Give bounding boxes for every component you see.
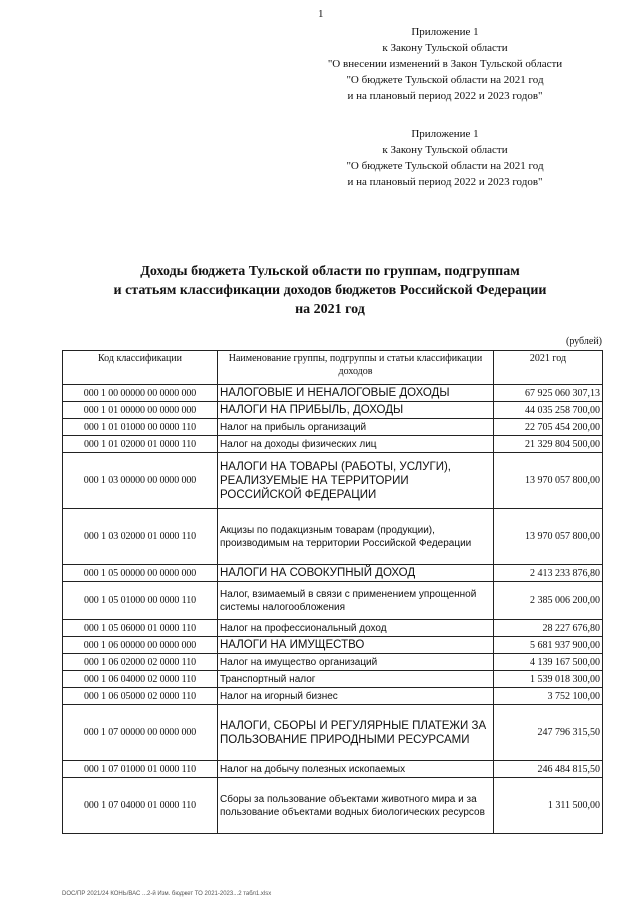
code-cell: 000 1 01 00000 00 0000 000	[63, 402, 218, 419]
code-cell: 000 1 05 00000 00 0000 000	[63, 565, 218, 582]
header-code: Код классификации	[63, 351, 218, 385]
amount-cell: 246 484 815,50	[494, 761, 603, 778]
code-cell: 000 1 05 06000 01 0000 110	[63, 620, 218, 637]
code-cell: 000 1 01 01000 00 0000 110	[63, 419, 218, 436]
table-row	[63, 419, 603, 436]
name-cell: НАЛОГИ НА ПРИБЫЛЬ, ДОХОДЫ	[218, 402, 494, 419]
code-cell: 000 1 07 00000 00 0000 000	[63, 705, 218, 761]
name-cell: Сборы за пользование объектами животного мира и за пользование объектами водных биологических ресурсов	[218, 778, 494, 834]
appendix-line: Приложение 1	[411, 26, 479, 38]
appendix-line: "О внесении изменений в Закон Тульской области	[327, 58, 563, 70]
table-row	[63, 620, 603, 637]
revenue-table	[62, 350, 603, 834]
table-row	[63, 654, 603, 671]
title-line: и статьям классификации доходов бюджетов Российской Федерации	[113, 283, 547, 298]
name-cell: Транспортный налог	[218, 671, 494, 688]
table-row	[63, 385, 603, 402]
amount-cell: 1 311 500,00	[494, 778, 603, 834]
header-name: Наименование группы, подгруппы и статьи классификации доходов	[218, 351, 494, 385]
code-cell: 000 1 01 02000 01 0000 110	[63, 436, 218, 453]
name-cell: Налог на прибыль организаций	[218, 419, 494, 436]
amount-cell: 4 139 167 500,00	[494, 654, 603, 671]
table-row	[63, 565, 603, 582]
name-cell: Налог, взимаемый в связи с применением упрощенной системы налогообложения	[218, 582, 494, 620]
name-cell: Акцизы по подакцизным товарам (продукции), производимым на территории Российской Федерации	[218, 509, 494, 565]
amount-cell: 28 227 676,80	[494, 620, 603, 637]
name-cell: Налог на игорный бизнес	[218, 688, 494, 705]
table-row	[63, 402, 603, 419]
name-cell: НАЛОГИ НА СОВОКУПНЫЙ ДОХОД	[218, 565, 494, 582]
code-cell: 000 1 06 04000 02 0000 110	[63, 671, 218, 688]
table-row	[63, 688, 603, 705]
name-cell: НАЛОГИ НА ТОВАРЫ (РАБОТЫ, УСЛУГИ), РЕАЛИЗУЕМЫЕ НА ТЕРРИТОРИИ РОССИЙСКОЙ ФЕДЕРАЦИИ	[218, 453, 494, 509]
title-line: на 2021 год	[295, 302, 365, 317]
table-row	[63, 671, 603, 688]
appendix-line: к Закону Тульской области	[382, 42, 508, 54]
amount-cell: 13 970 057 800,00	[494, 453, 603, 509]
name-cell: Налог на доходы физических лиц	[218, 436, 494, 453]
amount-cell: 13 970 057 800,00	[494, 509, 603, 565]
table-row	[63, 705, 603, 761]
table-header-row	[63, 351, 603, 385]
file-path-footer: DOC/ПР 2021/24 КОНЬ/ВАС ...2-й Изм. бюджет ТО 2021-2023...2 табл1.xlsx	[62, 891, 272, 897]
code-cell: 000 1 06 00000 00 0000 000	[63, 637, 218, 654]
appendix-line: к Закону Тульской области	[382, 144, 508, 156]
table-row	[63, 637, 603, 654]
code-cell: 000 1 07 01000 01 0000 110	[63, 761, 218, 778]
amount-cell: 3 752 100,00	[494, 688, 603, 705]
amount-cell: 2 413 233 876,80	[494, 565, 603, 582]
table-body	[63, 385, 603, 834]
units-label: (рублей)	[565, 336, 602, 347]
amount-cell: 1 539 018 300,00	[494, 671, 603, 688]
code-cell: 000 1 06 02000 02 0000 110	[63, 654, 218, 671]
code-cell: 000 1 06 05000 02 0000 110	[63, 688, 218, 705]
table-row	[63, 582, 603, 620]
appendix-line: "О бюджете Тульской области на 2021 год	[346, 160, 544, 172]
appendix-header-original	[300, 126, 590, 190]
table-row	[63, 778, 603, 834]
document-title	[60, 262, 600, 319]
code-cell: 000 1 07 04000 01 0000 110	[63, 778, 218, 834]
amount-cell: 67 925 060 307,13	[494, 385, 603, 402]
appendix-header-amendment	[300, 24, 590, 104]
appendix-line: и на плановый период 2022 и 2023 годов"	[347, 176, 543, 188]
code-cell: 000 1 00 00000 00 0000 000	[63, 385, 218, 402]
amount-cell: 22 705 454 200,00	[494, 419, 603, 436]
code-cell: 000 1 03 00000 00 0000 000	[63, 453, 218, 509]
amount-cell: 247 796 315,50	[494, 705, 603, 761]
code-cell: 000 1 05 01000 00 0000 110	[63, 582, 218, 620]
amount-cell: 21 329 804 500,00	[494, 436, 603, 453]
appendix-line: "О бюджете Тульской области на 2021 год	[346, 74, 544, 86]
name-cell: Налог на профессиональный доход	[218, 620, 494, 637]
amount-cell: 5 681 937 900,00	[494, 637, 603, 654]
appendix-line: и на плановый период 2022 и 2023 годов"	[347, 90, 543, 102]
name-cell: Налог на имущество организаций	[218, 654, 494, 671]
table-row	[63, 509, 603, 565]
code-cell: 000 1 03 02000 01 0000 110	[63, 509, 218, 565]
title-line: Доходы бюджета Тульской области по группам, подгруппам	[140, 264, 520, 279]
header-year: 2021 год	[494, 351, 603, 385]
amount-cell: 2 385 006 200,00	[494, 582, 603, 620]
name-cell: НАЛОГОВЫЕ И НЕНАЛОГОВЫЕ ДОХОДЫ	[218, 385, 494, 402]
name-cell: НАЛОГИ, СБОРЫ И РЕГУЛЯРНЫЕ ПЛАТЕЖИ ЗА ПОЛЬЗОВАНИЕ ПРИРОДНЫМИ РЕСУРСАМИ	[218, 705, 494, 761]
name-cell: Налог на добычу полезных ископаемых	[218, 761, 494, 778]
table-row	[63, 436, 603, 453]
name-cell: НАЛОГИ НА ИМУЩЕСТВО	[218, 637, 494, 654]
table-row	[63, 453, 603, 509]
amount-cell: 44 035 258 700,00	[494, 402, 603, 419]
appendix-line: Приложение 1	[411, 128, 479, 140]
page-number: 1	[318, 8, 324, 20]
table-row	[63, 761, 603, 778]
